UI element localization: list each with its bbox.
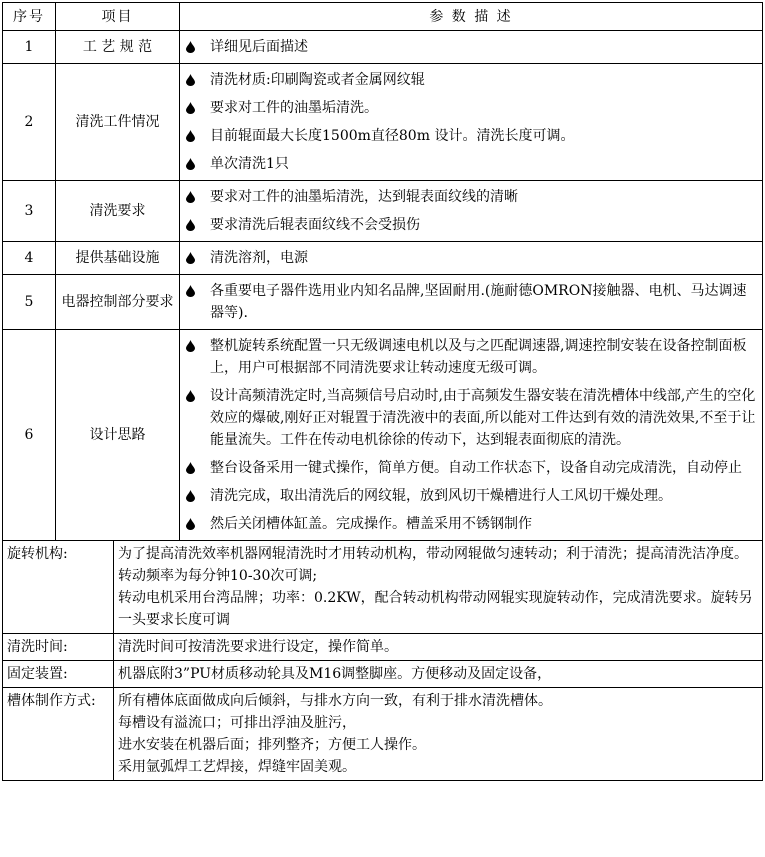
water-drop-icon xyxy=(186,102,195,114)
extra-text xyxy=(114,661,763,688)
bullet-text: 要求对工件的油墨垢清洗，达到辊表面纹线的清晰 xyxy=(210,189,518,205)
extra-text xyxy=(114,688,763,781)
extra-text xyxy=(114,541,763,634)
bullet-text: 整台设备采用一键式操作，简单方便。自动工作状态下，设备自动完成清洗，自动停止 xyxy=(210,460,742,476)
spec-row xyxy=(3,64,763,181)
row-description xyxy=(180,64,763,181)
bullet-item xyxy=(210,94,756,122)
bullet-item xyxy=(210,122,756,150)
bullet-text: 目前辊面最大长度1500m直径80m 设计。清洗长度可调。 xyxy=(210,128,575,144)
extra-line: 清洗时间可按清洗要求进行设定，操作简单。 xyxy=(118,639,398,655)
extra-line: 所有槽体底面做成向后倾斜，与排水方向一致，有利于排水清洗槽体。 xyxy=(118,693,552,709)
extra-label: 清洗时间: xyxy=(3,634,114,661)
header-desc: 参 数 描 述 xyxy=(180,3,763,31)
spec-row xyxy=(3,181,763,242)
extra-rows xyxy=(3,541,763,781)
bullet-item xyxy=(210,510,756,538)
bullet-text: 清洗完成，取出清洗后的网纹辊，放到风切干燥槽进行人工风切干燥处理。 xyxy=(210,488,672,504)
row-description xyxy=(180,275,763,330)
row-description xyxy=(180,330,763,541)
water-drop-icon xyxy=(186,219,195,231)
row-number: 1 xyxy=(3,31,56,64)
bullet-item xyxy=(210,211,756,239)
extra-row xyxy=(3,661,763,688)
bullet-item xyxy=(210,382,756,454)
row-item: 电器控制部分要求 xyxy=(56,275,180,330)
row-number: 4 xyxy=(3,242,56,275)
water-drop-icon xyxy=(186,462,195,474)
extra-label: 旋转机构: xyxy=(3,541,114,634)
water-drop-icon xyxy=(186,158,195,170)
bullet-text: 各重要电子器件选用业内知名品牌,坚固耐用.(施耐德OMRON接触器、电机、马达调速器等). xyxy=(210,283,747,321)
bullet-text: 要求清洗后辊表面纹线不会受损伤 xyxy=(210,217,420,233)
bullet-item xyxy=(210,277,756,327)
spec-row xyxy=(3,275,763,330)
bullet-item xyxy=(210,33,756,61)
bullet-item xyxy=(210,66,756,94)
bullet-text: 单次清洗1只 xyxy=(210,156,289,172)
row-number: 5 xyxy=(3,275,56,330)
spec-row xyxy=(3,31,763,64)
row-item: 提供基础设施 xyxy=(56,242,180,275)
water-drop-icon xyxy=(186,490,195,502)
row-description xyxy=(180,181,763,242)
bullet-item xyxy=(210,454,756,482)
bullet-text: 然后关闭槽体缸盖。完成操作。槽盖采用不锈钢制作 xyxy=(210,516,532,532)
row-number: 3 xyxy=(3,181,56,242)
water-drop-icon xyxy=(186,340,195,352)
extra-line: 为了提高清洗效率机器网辊清洗时才用转动机构，带动网辊做匀速转动；利于清洗；提高清洗洁净度。转动频率为每分钟10-30次可调; xyxy=(118,546,748,584)
extra-line: 转动电机采用台湾品牌；功率：0.2KW，配合转动机构带动网辊实现旋转动作，完成清洗要求。旋转另一头要求长度可调 xyxy=(118,590,753,628)
extra-label: 固定装置: xyxy=(3,661,114,688)
header-no: 序号 xyxy=(3,3,56,31)
bullet-text: 整机旋转系统配置一只无级调速电机以及与之匹配调速器,调速控制安装在设备控制面板上，用户可根据部不同清洗要求让转动速度无级可调。 xyxy=(210,338,747,376)
row-number: 6 xyxy=(3,330,56,541)
water-drop-icon xyxy=(186,252,195,264)
row-item: 工 艺 规 范 xyxy=(56,31,180,64)
water-drop-icon xyxy=(186,390,195,402)
extra-line: 机器底附3”PU材质移动轮具及M16调整脚座。方便移动及固定设备， xyxy=(118,666,552,682)
bullet-item xyxy=(210,244,756,272)
row-description xyxy=(180,242,763,275)
water-drop-icon xyxy=(186,191,195,203)
header-row xyxy=(3,3,763,31)
bullet-text: 详细见后面描述 xyxy=(210,39,308,55)
water-drop-icon xyxy=(186,41,195,53)
water-drop-icon xyxy=(186,518,195,530)
row-item: 清洗要求 xyxy=(56,181,180,242)
water-drop-icon xyxy=(186,285,195,297)
extra-line: 采用氩弧焊工艺焊接，焊缝牢固美观。 xyxy=(118,759,356,775)
extra-row xyxy=(3,541,763,634)
main-rows xyxy=(3,31,763,541)
extra-label: 槽体制作方式: xyxy=(3,688,114,781)
bullet-text: 清洗溶剂，电源 xyxy=(210,250,308,266)
water-drop-icon xyxy=(186,74,195,86)
bullet-item xyxy=(210,150,756,178)
spec-row xyxy=(3,242,763,275)
extra-row xyxy=(3,688,763,781)
spec-table xyxy=(2,2,763,781)
row-number: 2 xyxy=(3,64,56,181)
extra-line: 每槽设有溢流口；可排出浮油及脏污， xyxy=(118,715,356,731)
bullet-text: 设计高频清洗定时,当高频信号启动时,由于高频发生器安装在清洗槽体中线部,产生的空化效应的爆破,刚好正对辊置于清洗液中的表面,所以能对工件达到有效的清洗效果,不至于让能量流失。工件在传动电机徐徐的传动下，达到辊表面彻底的清洗。 xyxy=(210,388,756,448)
extra-text xyxy=(114,634,763,661)
bullet-item xyxy=(210,332,756,382)
water-drop-icon xyxy=(186,130,195,142)
bullet-item xyxy=(210,183,756,211)
bullet-text: 要求对工件的油墨垢清洗。 xyxy=(210,100,378,116)
bullet-item xyxy=(210,482,756,510)
row-item: 清洗工件情况 xyxy=(56,64,180,181)
extra-line: 进水安装在机器后面；排列整齐；方便工人操作。 xyxy=(118,737,426,753)
row-description xyxy=(180,31,763,64)
row-item: 设计思路 xyxy=(56,330,180,541)
bullet-text: 清洗材质:印刷陶瓷或者金属网纹辊 xyxy=(210,72,425,88)
extra-row xyxy=(3,634,763,661)
spec-row xyxy=(3,330,763,541)
header-item: 项目 xyxy=(56,3,180,31)
